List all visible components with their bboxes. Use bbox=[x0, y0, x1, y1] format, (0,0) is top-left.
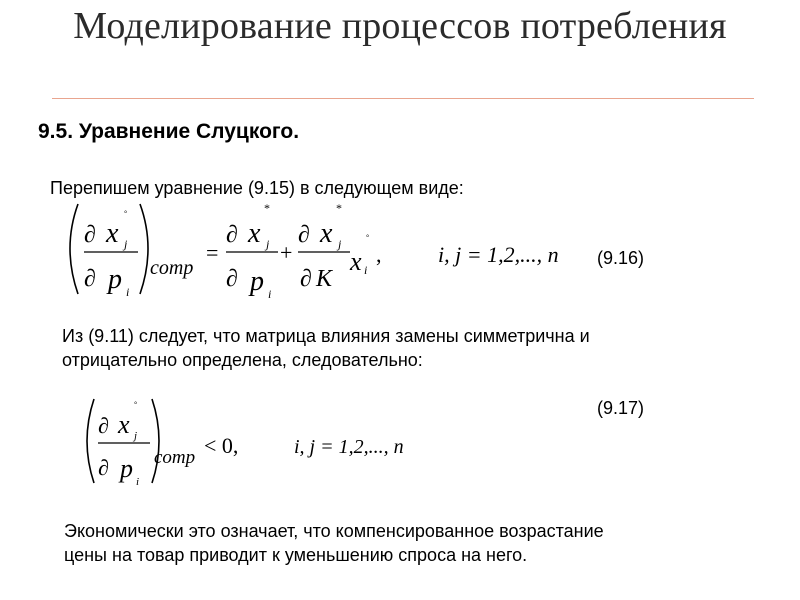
equation-9-16 bbox=[60, 196, 660, 306]
eq2-right-paren bbox=[152, 399, 159, 483]
bottom-text-line2: цены на товар приводит к уменьшению спроса на него. bbox=[64, 545, 528, 565]
eq1-equals: = bbox=[206, 240, 219, 265]
middle-text-line2: отрицательно определена, следовательно: bbox=[62, 350, 423, 370]
eq1-left-paren bbox=[70, 204, 78, 294]
middle-text-line1: Из (9.11) следует, что матрица влияния замены симметрична и bbox=[62, 326, 590, 346]
section-heading: 9.5. Уравнение Слуцкого. bbox=[38, 120, 300, 143]
eq1-right-paren bbox=[140, 204, 148, 294]
intro-text: Перепишем уравнение (9.15) в следующем виде: bbox=[50, 178, 464, 198]
bottom-text-line1: Экономически это означает, что компенсированное возрастание bbox=[64, 521, 604, 541]
eq2-x-sub-j: j bbox=[134, 430, 138, 442]
eq1-x2-sup: * bbox=[264, 201, 270, 215]
eq1-plus: + bbox=[280, 240, 293, 265]
eq1-x-2: x bbox=[248, 218, 261, 249]
eq1-x3-sub-j: j bbox=[338, 237, 342, 251]
equation-label-9-16: (9.16) bbox=[597, 248, 645, 268]
eq1-xi: x bbox=[350, 247, 362, 276]
eq2-x: x bbox=[118, 410, 130, 439]
eq2-p: p bbox=[120, 454, 133, 483]
eq1-partial-den: ∂ bbox=[84, 266, 96, 292]
eq1-p-2: p bbox=[250, 266, 264, 297]
eq1-partial-num: ∂ bbox=[84, 222, 96, 248]
eq1-x: x bbox=[106, 218, 119, 249]
eq1-comp-sub: comp bbox=[150, 257, 194, 279]
eq1-index-range: i, j = 1,2,..., n bbox=[438, 242, 559, 267]
slide-title: Моделирование процессов потребления bbox=[73, 5, 727, 47]
title-divider bbox=[52, 98, 754, 99]
eq2-less-than-zero: < 0, bbox=[204, 433, 239, 458]
eq1-x-sup: ° bbox=[124, 209, 128, 218]
eq1-partial-num-2: ∂ bbox=[226, 222, 238, 248]
eq1-x2-sub-j: j bbox=[266, 237, 270, 251]
eq2-p-sub-i: i bbox=[136, 476, 140, 488]
eq1-xi-sup: ° bbox=[366, 233, 370, 242]
equation-label-9-17: (9.17) bbox=[597, 398, 645, 418]
eq1-partial-den-3: ∂ bbox=[300, 266, 312, 292]
eq1-partial-den-2: ∂ bbox=[226, 266, 238, 292]
eq1-p-sub-i: i bbox=[126, 285, 130, 299]
eq1-K: K bbox=[316, 266, 333, 292]
eq1-p: p bbox=[108, 264, 122, 295]
eq1-partial-num-3: ∂ bbox=[298, 222, 310, 248]
eq1-p2-sub-i: i bbox=[268, 287, 272, 301]
eq2-x-sup: ° bbox=[134, 400, 138, 409]
eq1-comma: , bbox=[376, 242, 382, 267]
eq2-index-range: i, j = 1,2,..., n bbox=[294, 436, 404, 458]
eq2-left-paren bbox=[87, 399, 94, 483]
eq1-xi-sub: i bbox=[364, 263, 368, 277]
eq2-partial-num: ∂ bbox=[98, 413, 109, 438]
eq1-x3-sup: * bbox=[336, 201, 342, 215]
eq1-x-sub-j: j bbox=[124, 237, 128, 251]
eq2-comp-sub: comp bbox=[154, 447, 196, 468]
eq1-x-3: x bbox=[320, 218, 333, 249]
equation-9-17 bbox=[80, 393, 500, 493]
eq2-partial-den: ∂ bbox=[98, 455, 109, 480]
